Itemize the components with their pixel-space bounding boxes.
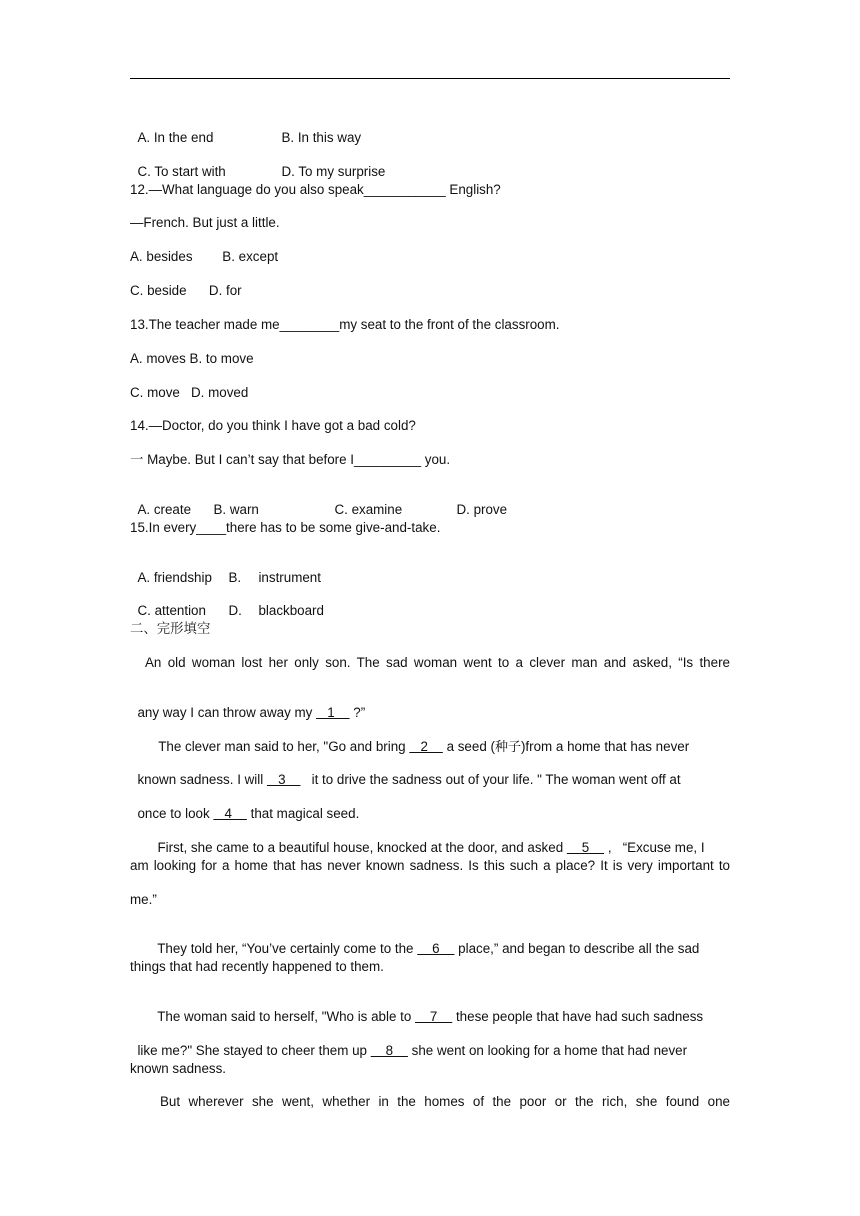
blank-1: 1 <box>316 705 350 720</box>
q14-reply: 一 Maybe. But I can’t say that before I_________ you. <box>130 452 451 467</box>
q14-options <box>130 486 730 518</box>
q13-stem: 13.The teacher made me________my seat to the front of the classroom. <box>130 317 560 332</box>
text-span: once to look <box>137 806 214 821</box>
text-span: They told her, “You’ve certainly come to the <box>157 941 418 956</box>
q15-option-d-word: blackboard <box>258 603 324 618</box>
cloze-line-5 <box>130 790 730 822</box>
q11-option-c: C. To start with <box>137 164 226 179</box>
cloze-line-3 <box>151 723 751 756</box>
text-span: ?” <box>349 705 366 720</box>
blank-6: 6 <box>417 941 455 956</box>
text-span: any way I can throw away my <box>137 705 317 720</box>
text-span: like me?" She stayed to cheer them up <box>137 1043 371 1058</box>
q12-reply: —French. But just a little. <box>130 215 280 230</box>
q15-options-ab <box>130 554 730 586</box>
q12-options-ab: A. besides B. except <box>130 249 279 264</box>
q14-stem: 14.—Doctor, do you think I have got a bad cold? <box>130 418 416 433</box>
q11-options-ab <box>130 114 730 146</box>
cloze-line-8: me.” <box>130 892 157 907</box>
q15-option-b-word: instrument <box>258 570 321 585</box>
q12-options-cd: C. beside D. for <box>130 283 242 298</box>
cloze-line-4 <box>130 756 730 788</box>
text-span: that magical seed. <box>246 806 360 821</box>
q11-option-b: B. In this way <box>281 130 362 145</box>
text-span: these people that have had such sadness <box>452 1009 704 1024</box>
q11-option-d: D. To my surprise <box>281 164 386 179</box>
q14-option-c: C. examine <box>334 502 403 517</box>
q13-options-ab: A. moves B. to move <box>130 351 254 366</box>
q13-options-cd: C. move D. moved <box>130 385 249 400</box>
text-span: a seed ( <box>442 739 495 754</box>
cloze-line-12 <box>130 1027 730 1059</box>
blank-7: 7 <box>415 1009 453 1024</box>
q14-option-b: B. warn <box>213 502 259 517</box>
text-span-chinese: 种子 <box>494 740 521 755</box>
q15-options-cd <box>130 587 730 619</box>
text-span: The woman said to herself, "Who is able to <box>157 1009 416 1024</box>
section-heading: 二、完形填空 <box>130 621 211 636</box>
text-span: , “Excuse me, I <box>604 840 705 855</box>
blank-3: 3 <box>266 772 301 787</box>
text-span: it to drive the sadness out of your life. " The woman went off at <box>300 772 681 787</box>
blank-4: 4 <box>213 806 247 821</box>
q11-options-cd <box>130 148 730 180</box>
q11-option-a: A. In the end <box>137 130 214 145</box>
q15-option-a: A. friendship <box>137 570 212 585</box>
cloze-line-1: An old woman lost her only son. The sad woman went to a clever man and asked, “Is there <box>145 655 730 670</box>
text-span: she went on looking for a home that had never <box>407 1043 688 1058</box>
text-span: First, she came to a beautiful house, knocked at the door, and asked <box>157 840 567 855</box>
cloze-line-6 <box>150 824 750 856</box>
q12-stem: 12.—What language do you also speak___________ English? <box>130 182 501 197</box>
text-span: The clever man said to her, "Go and bring <box>158 739 410 754</box>
cloze-line-11 <box>150 993 750 1025</box>
q14-option-d: D. prove <box>456 502 508 517</box>
q15-option-d: D. <box>228 603 242 618</box>
blank-2: 2 <box>409 739 443 754</box>
text-span: known sadness. I will <box>137 772 267 787</box>
cloze-line-9 <box>150 925 750 957</box>
cloze-line-7: am looking for a home that has never known sadness. Is this such a place? It is very important to <box>130 858 730 873</box>
cloze-line-14: But wherever she went, whether in the homes of the poor or the rich, she found one <box>160 1094 730 1109</box>
q15-stem: 15.In every____there has to be some give-and-take. <box>130 520 441 535</box>
header-rule <box>130 78 730 79</box>
cloze-line-2 <box>130 689 730 721</box>
text-span: )from a home that has never <box>520 739 690 754</box>
q14-option-a: A. create <box>137 502 192 517</box>
blank-5: 5 <box>566 840 605 855</box>
q15-option-b: B. <box>228 570 242 585</box>
cloze-line-10: things that had recently happened to them. <box>130 959 384 974</box>
q15-option-c: C. attention <box>137 603 206 618</box>
blank-8: 8 <box>370 1043 408 1058</box>
cloze-line-13: known sadness. <box>130 1061 227 1076</box>
text-span: place,” and began to describe all the sad <box>454 941 700 956</box>
